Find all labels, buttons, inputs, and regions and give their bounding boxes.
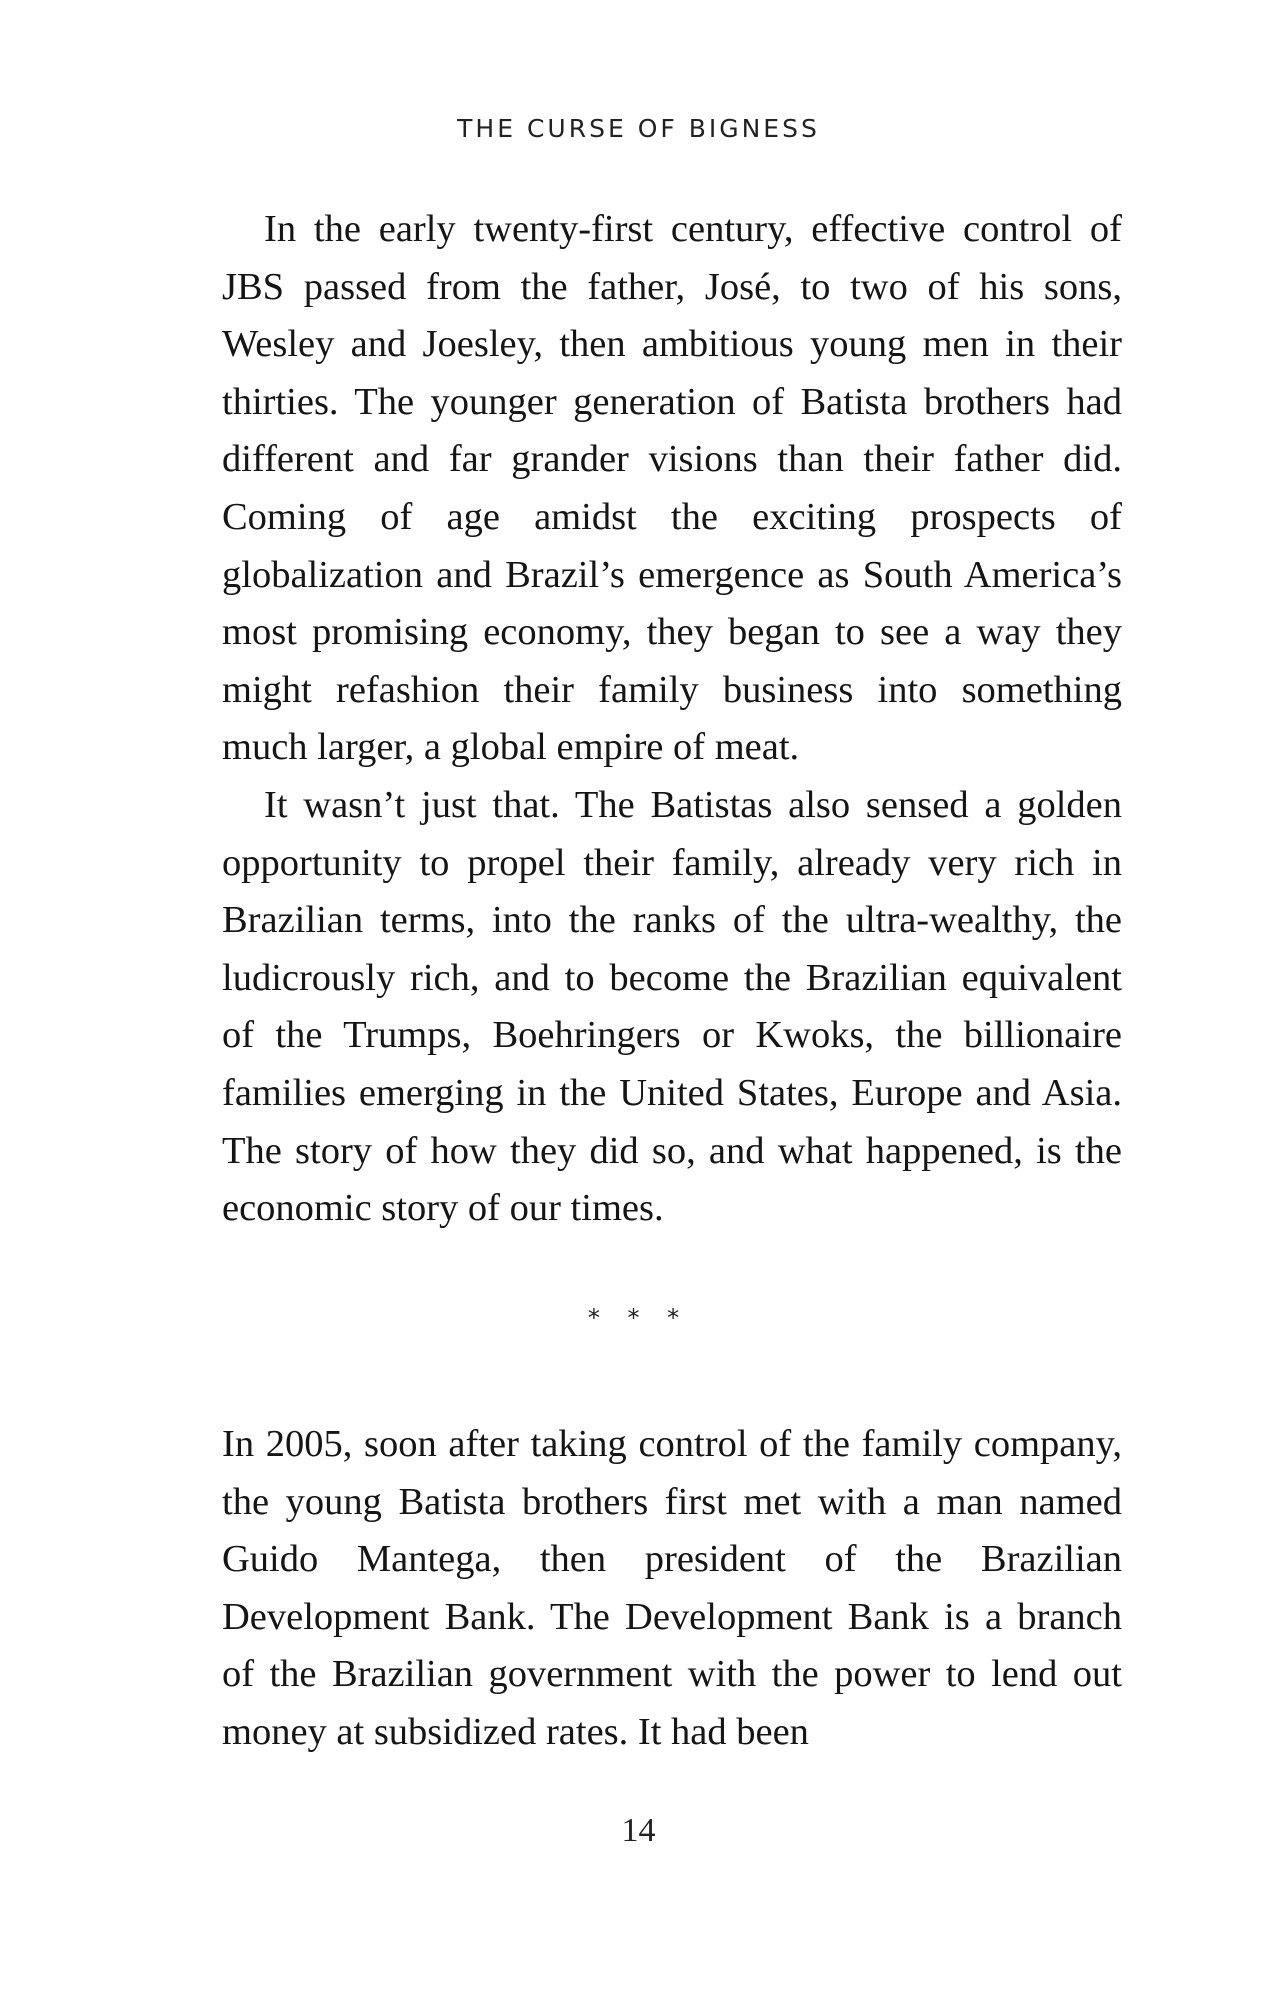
text-block-lower (222, 1416, 1122, 1762)
paragraph-batista-ambition: It wasn’t just that. The Batistas also sensed a golden opportunity to propel their family, already very rich in Brazilian terms, into the ranks of the ultra-wealthy, the ludicrously rich, and to become the Brazilian equivalent of the Trumps, Boehringers or Kwoks, the billionaire families emerging in the United States, Europe and Asia. The story of how they did so, and what happened, is the economic story of our times. (222, 783, 1122, 1230)
section-break: * * * (587, 1304, 690, 1332)
text-block-upper (222, 201, 1122, 1238)
paragraph-development-bank: In 2005, soon after taking control of the family company, the young Batista brothers first met with a man named Guido Mantega, then president of the Brazilian Development Bank. The Development Bank is a branch of the Brazilian government with the power to lend out money at subsidized rates. It had been (222, 1423, 1122, 1753)
paragraph-jbs-control: In the early twenty-first century, effective control of JBS passed from the father, José, to two of his sons, Wesley and Joesley, then ambitious young men in their thirties. The younger generation of Batista brothers had different and far grander visions than their father did. Coming of age amidst the exciting prospects of globalization and Brazil’s emergence as South America’s most promising economy, they began to see a way they might refashion their family business into something much larger, a global empire of meat. (222, 208, 1122, 769)
page-number: 14 (621, 1812, 656, 1849)
running-head: THE CURSE OF BIGNESS (457, 114, 820, 143)
